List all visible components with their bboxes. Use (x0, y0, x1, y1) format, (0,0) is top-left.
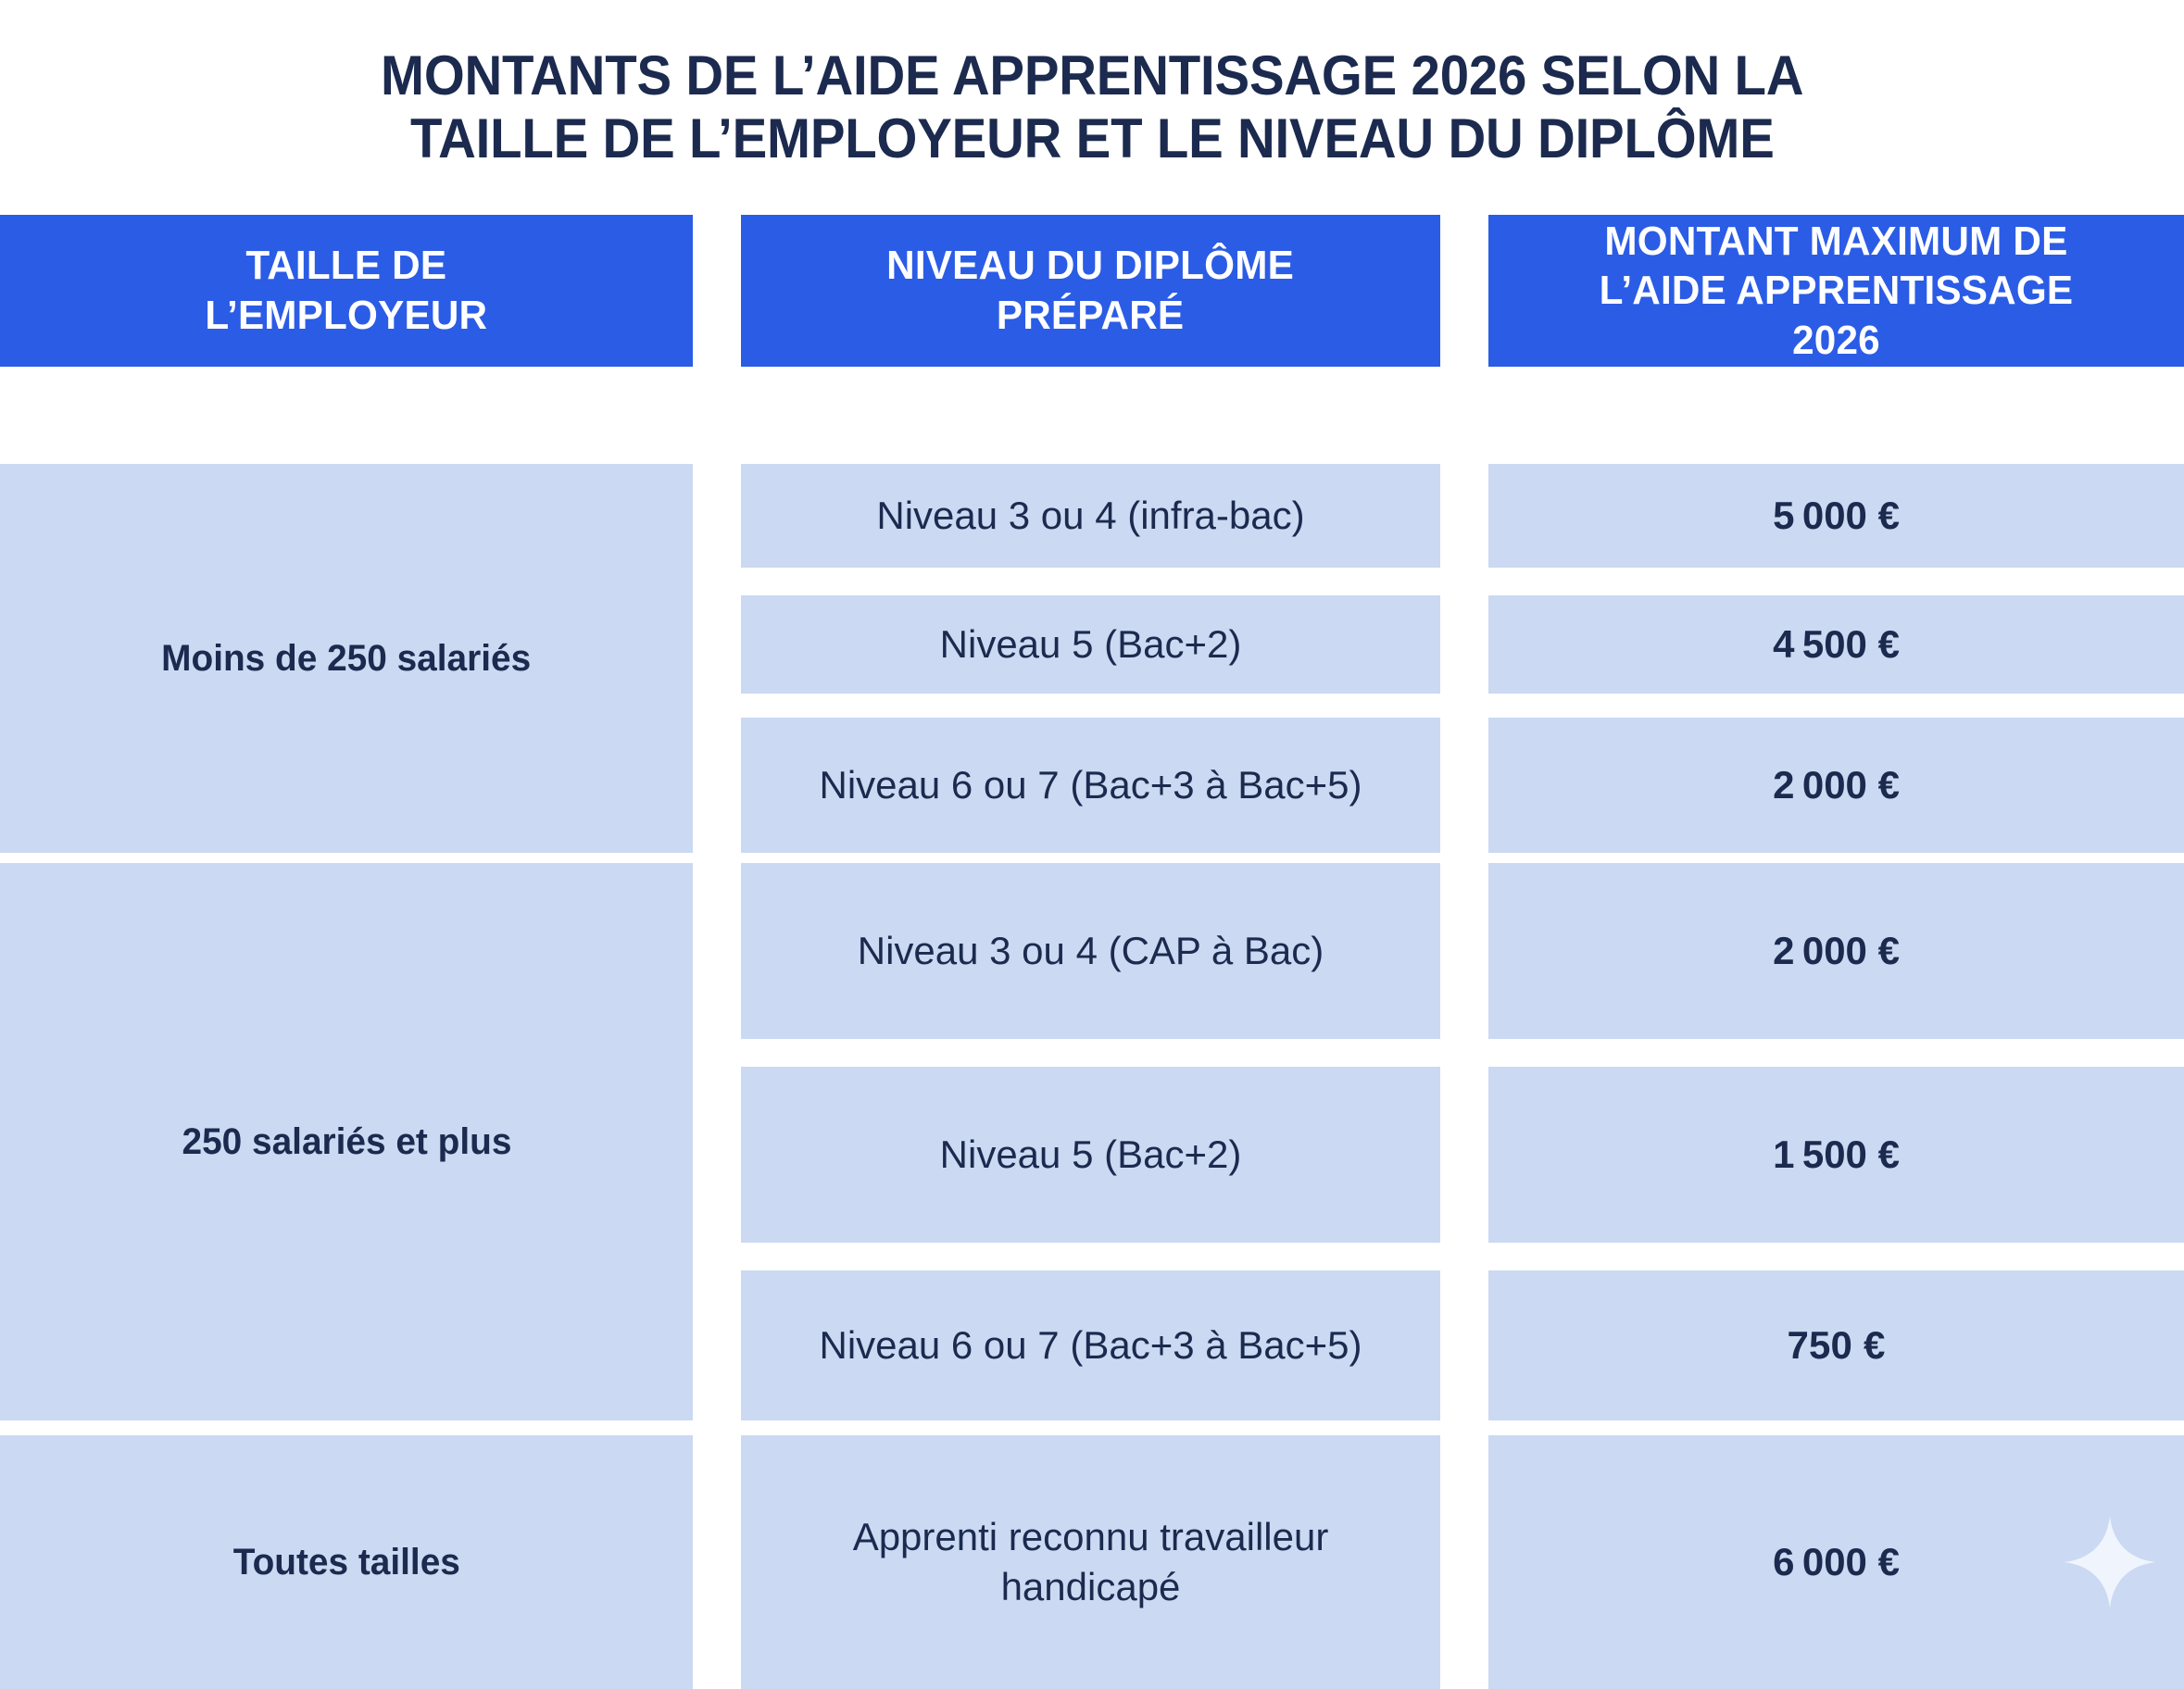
amount-cell: 750 € (1488, 1270, 2184, 1420)
diploma-level-cell: Niveau 3 ou 4 (infra-bac) (741, 464, 1440, 568)
amount-cell: 4 500 € (1488, 595, 2184, 694)
employer-size-cell (0, 464, 693, 853)
column-header-max-amount-line-1: MONTANT MAXIMUM DE (1604, 218, 2068, 264)
page-title (0, 0, 2184, 215)
employer-size-cell (0, 1435, 693, 1689)
column-header-max-amount-line-3: 2026 (1792, 317, 1880, 363)
amount-label: 6 000 € (1773, 1539, 1900, 1583)
amount-cell (1488, 1435, 2184, 1689)
diploma-level-cell: Niveau 6 ou 7 (Bac+3 à Bac+5) (741, 1270, 1440, 1420)
column-header-employer-size (0, 215, 693, 367)
column-header-employer-size-line-2: L’EMPLOYEUR (205, 293, 488, 338)
amount-cell: 2 000 € (1488, 863, 2184, 1039)
amount-cell: 1 500 € (1488, 1067, 2184, 1243)
diploma-level-cell: Niveau 5 (Bac+2) (741, 1067, 1440, 1243)
page-title-line-2: TAILLE DE L’EMPLOYEUR ET LE NIVEAU DU DIPLÔME (409, 107, 1775, 169)
diploma-level-cell: Niveau 5 (Bac+2) (741, 595, 1440, 694)
column-header-max-amount-line-2: L’AIDE APPRENTISSAGE (1599, 268, 2074, 314)
diploma-level-cell: Niveau 3 ou 4 (CAP à Bac) (741, 863, 1440, 1039)
amount-cell: 5 000 € (1488, 464, 2184, 568)
employer-size-label: Toutes tailles (232, 1542, 460, 1583)
diploma-level-cell: Apprenti reconnu travailleur handicapé (741, 1435, 1440, 1689)
employer-size-label: 250 salariés et plus (182, 1121, 511, 1162)
page-title-line-1: MONTANTS DE L’AIDE APPRENTISSAGE 2026 SELON LA (380, 44, 1804, 107)
column-header-diploma-level (741, 215, 1440, 367)
amount-cell: 2 000 € (1488, 718, 2184, 853)
employer-size-label: Moins de 250 salariés (161, 638, 532, 679)
diploma-level-cell: Niveau 6 ou 7 (Bac+3 à Bac+5) (741, 718, 1440, 853)
sparkle-star-icon (2062, 1514, 2158, 1610)
column-header-employer-size-line-1: TAILLE DE (245, 243, 447, 289)
column-header-diploma-level-line-1: NIVEAU DU DIPLÔME (886, 243, 1295, 289)
aide-apprentissage-table (0, 215, 2184, 1689)
employer-size-cell (0, 863, 693, 1420)
column-header-diploma-level-line-2: PRÉPARÉ (997, 293, 1185, 338)
column-header-max-amount (1488, 215, 2184, 367)
